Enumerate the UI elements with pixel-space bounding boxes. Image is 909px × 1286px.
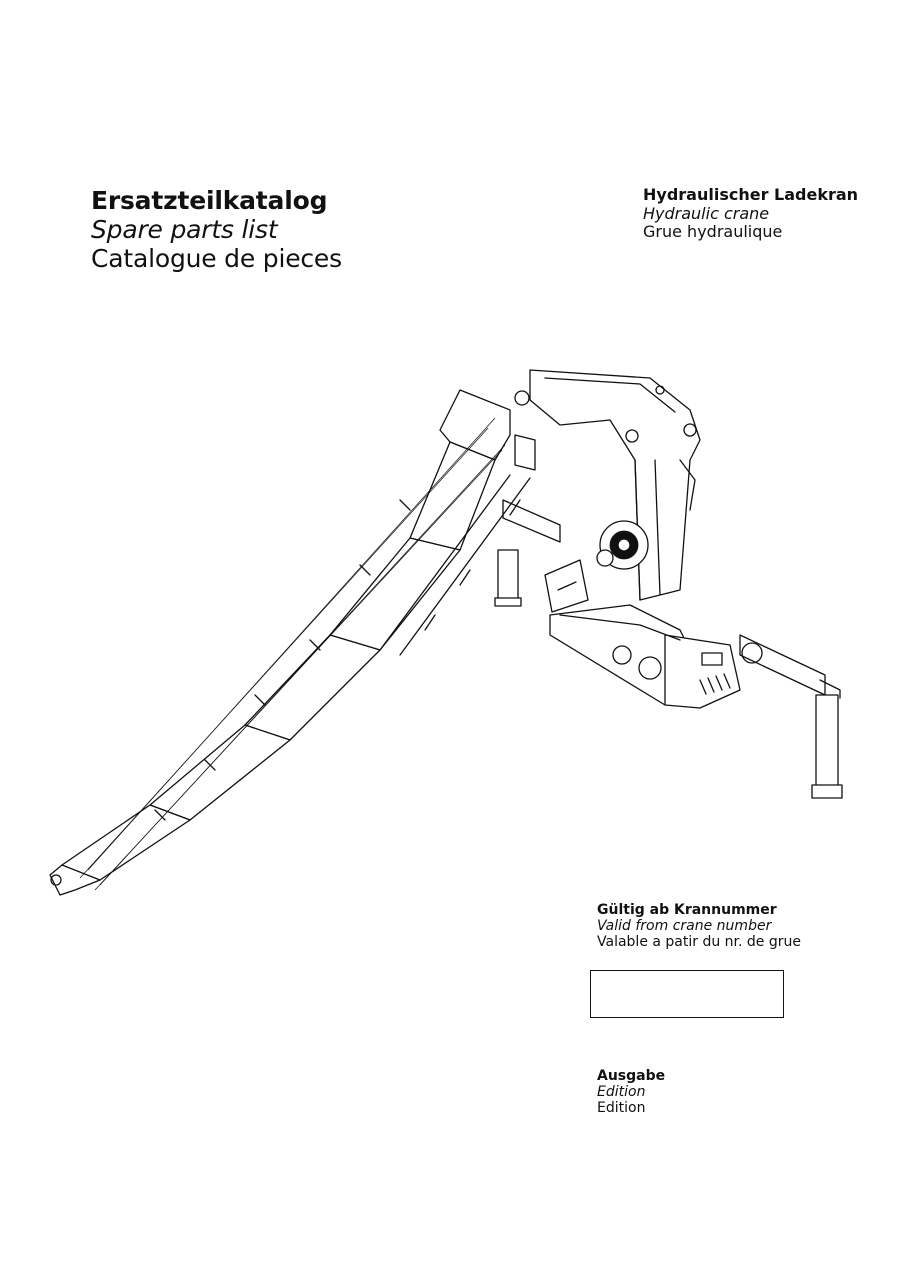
catalog-title-fr: Catalogue de pieces bbox=[91, 244, 342, 273]
edition-de: Ausgabe bbox=[597, 1068, 666, 1084]
product-name-fr: Grue hydraulique bbox=[643, 222, 783, 241]
catalog-title bbox=[91, 186, 342, 273]
product-name-en: Hydraulic crane bbox=[643, 203, 770, 223]
catalog-title-de: Ersatzteilkatalog bbox=[91, 186, 328, 215]
valid-from-label bbox=[597, 902, 801, 950]
crane-boom bbox=[50, 390, 510, 895]
product-name bbox=[643, 186, 858, 242]
control-valve bbox=[545, 560, 588, 612]
product-name-de: Hydraulischer Ladekran bbox=[643, 185, 859, 204]
valid-from-fr: Valable a patir du nr. de grue bbox=[597, 934, 801, 950]
edition-fr: Edition bbox=[597, 1100, 646, 1116]
valid-from-en: Valid from crane number bbox=[597, 918, 772, 934]
valid-from-de: Gültig ab Krannummer bbox=[597, 902, 777, 918]
crane-illustration bbox=[40, 350, 860, 910]
slewing-gear bbox=[597, 521, 648, 569]
crane-base bbox=[550, 605, 740, 708]
catalog-title-en: Spare parts list bbox=[91, 215, 278, 244]
edition-en: Edition bbox=[597, 1084, 646, 1100]
edition-label bbox=[597, 1068, 665, 1116]
crane-number-box[interactable] bbox=[590, 970, 784, 1018]
